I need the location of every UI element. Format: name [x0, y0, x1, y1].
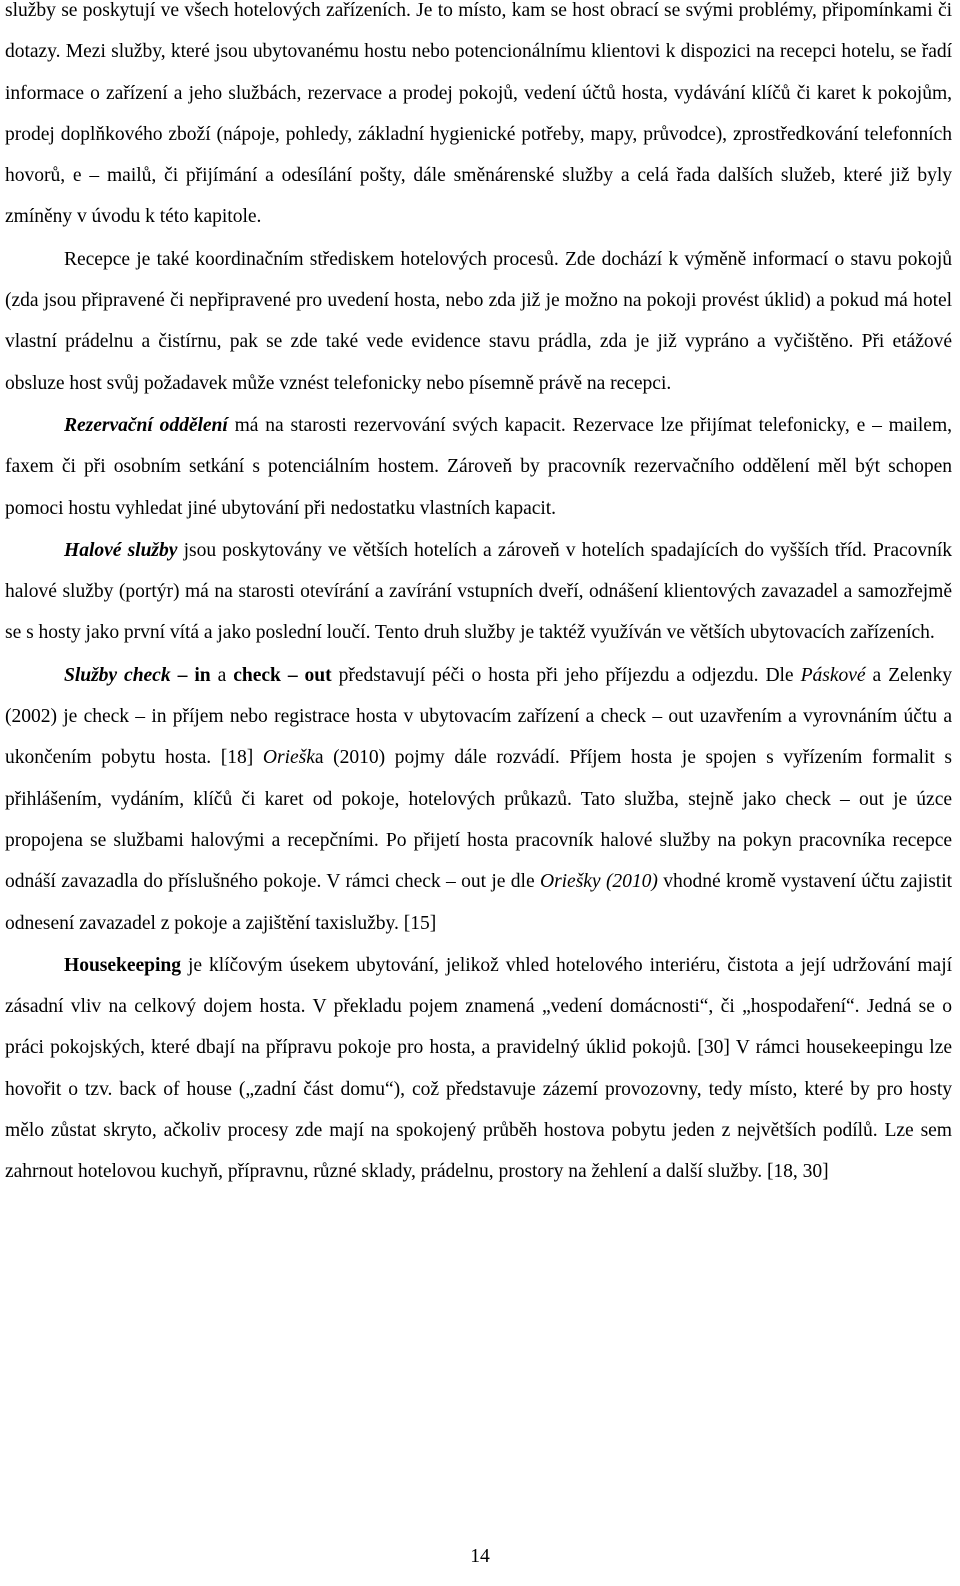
- paragraph-text: Recepce je také koordinačním střediskem hotelových procesů. Zde dochází k výměně informací o stavu pokojů (zda jsou připravené či nepřipravené pro uvedení hosta, nebo zda již je možno na pokoji provést úklid) a pokud má hotel vlastní prádelnu a čistírnu, pak se zde také vede evidence stavu prádla, zda je již vypráno a vyčištěno. Při etážové obsluze host svůj požadavek může vznést telefonicky nebo písemně právě na recepci.: [5, 248, 952, 394]
- paragraph-text: a Zelenky (2002) je check – in příjem nebo registrace hosta v ubytovacím zařízení a check – out uzavřením a vyrovnáním účtu a ukončením pobytu hosta. [18]: [5, 664, 952, 769]
- term-check-out: check – out: [233, 664, 332, 686]
- term-dash: –: [170, 664, 195, 686]
- paragraph-reservation-department: [5, 405, 952, 529]
- paragraph-text: je klíčovým úsekem ubytování, jelikož vhled hotelového interiéru, čistota a její udržování mají zásadní vliv na celkový dojem hosta. V překladu pojem znamená „vedení domácnosti“, či „hospodaření“. Jedná se o práci pokojských, které dbají na přípravu pokoje pro hosta, a pravidelný úklid pokojů. [30] V rámci housekeepingu lze hovořit o tzv. back of house („zadní část domu“), což představuje zázemí provozovny, tedy místo, které by pro hosty mělo zůstat skryto, ačkoliv procesy zde mají na spokojený průběh hostova pobytu jeden z největších podílů. Lze sem zahrnout hotelovou kuchyň, přípravnu, různé sklady, prádelnu, prostory na žehlení a další služby. [18, 30]: [5, 954, 952, 1183]
- paragraph-check-in-check-out: [5, 655, 952, 944]
- paragraph-reception-services: [5, 0, 952, 238]
- term-in: in: [194, 664, 211, 686]
- paragraph-text: vhodné kromě vystavení účtu zajistit odnesení zavazadel z pokoje a zajištění taxislužby. [15]: [5, 871, 952, 934]
- author-orieska: Oriešk: [262, 747, 315, 769]
- document-page: [5, 0, 952, 1194]
- paragraph-hall-services: [5, 530, 952, 654]
- author-paskova: Páskové: [800, 664, 866, 686]
- term-joiner: a: [210, 664, 234, 686]
- term-services-check: Služby check: [64, 664, 171, 686]
- author-orieska-citation: Oriešky (2010): [539, 871, 658, 893]
- paragraph-text: a (2010) pojmy dále rozvádí. Příjem hosta je spojen s vyřízením formalit s přihlášením, vydáním, klíčů či karet od pokoje, hotelových průkazů. Tato služba, stejně jako check – out je úzce propojena se službami halovými a recepčními. Po přijetí hosta pracovník halové služby na pokyn pracovníka recepce odnáší zavazadla do příslušného pokoje. V rámci check – out je dle: [5, 747, 952, 893]
- term-reservation-department: Rezervační oddělení: [64, 414, 228, 436]
- term-housekeeping: Housekeeping: [64, 954, 181, 976]
- page-number: 14: [470, 1546, 490, 1567]
- paragraph-text: služby se poskytují ve všech hotelových zařízeních. Je to místo, kam se host obrací se svými problémy, připomínkami či dotazy. Mezi služby, které jsou ubytovanému hostu nebo potencionálnímu klientovi k dispozici na recepci hotelu, se řadí informace o zařízení a jeho službách, rezervace a prodej pokojů, vedení účtů hosta, vydávání klíčů či karet k pokojům, prodej doplňkového zboží (nápoje, pohledy, základní hygienické potřeby, mapy, průvodce), zprostředkování telefonních hovorů, e – mailů, či přijímání a odesílání pošty, dále směnárenské služby a celá řada dalších služeb, které již byly zmíněny v úvodu k této kapitole.: [5, 0, 952, 228]
- paragraph-text: představují péči o hosta při jeho příjezdu a odjezdu. Dle: [331, 664, 801, 686]
- paragraph-text: má na starosti rezervování svých kapacit. Rezervace lze přijímat telefonicky, e – mailem, faxem či při osobním setkání s potenciálním hostem. Zároveň by pracovník rezervačního oddělení měl být schopen pomoci hostu vyhledat jiné ubytování při nedostatku vlastních kapacit.: [5, 414, 952, 519]
- paragraph-reception-coordination: [5, 239, 952, 404]
- paragraph-housekeeping: [5, 945, 952, 1193]
- term-hall-services: Halové služby: [64, 539, 178, 561]
- paragraph-text: jsou poskytovány ve větších hotelích a zároveň v hotelích spadajících do vyšších tříd. Pracovník halové služby (portýr) má na starosti otevírání a zavírání vstupních dveří, odnášení klientových zavazadel a samozřejmě se s hosty jako první vítá a jako poslední loučí. Tento druh služby je taktéž využíván ve větších ubytovacích zařízeních.: [5, 539, 952, 644]
